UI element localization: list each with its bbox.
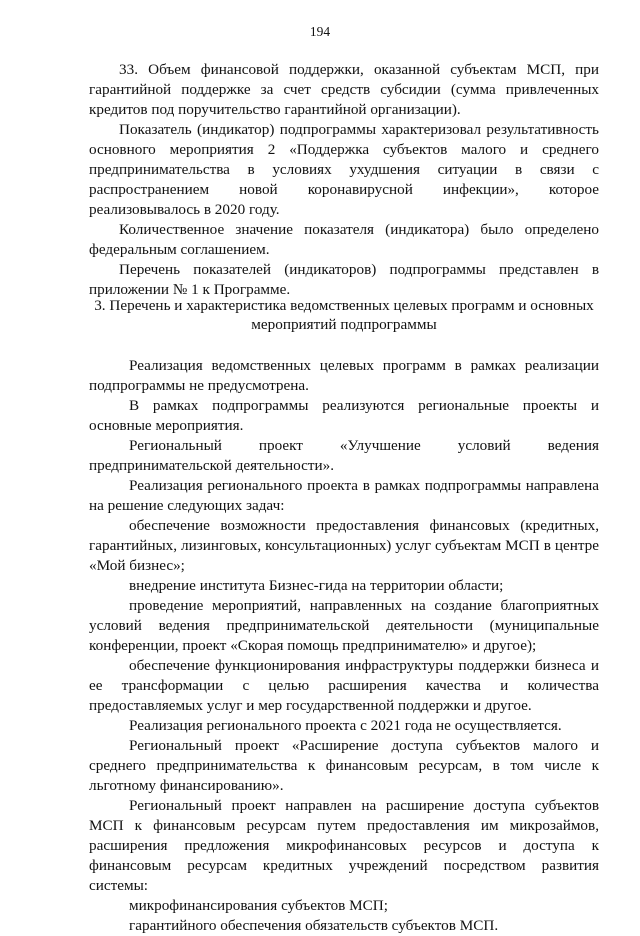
paragraph-target-programs: Реализация ведомственных целевых программ в рамках реализации подпрограммы не предусмотрена. bbox=[89, 357, 599, 394]
paragraph-indicator-list: Перечень показателей (индикаторов) подпрограммы представлен в приложении № 1 к Программе. bbox=[89, 261, 599, 298]
list-item-task-events: проведение мероприятий, направленных на создание благоприятных условий ведения предпринимательской деятельности (муниципальные конференции, проект «Скорая помощь предпринимателю» и другое); bbox=[89, 597, 599, 654]
paragraph-project-financial-access: Региональный проект «Расширение доступа субъектов малого и среднего предпринимательства к финансовым ресурсам, в том числе к льготному финансированию». bbox=[89, 737, 599, 794]
body-text-block bbox=[89, 356, 599, 936]
list-item-guarantee-support: гарантийного обеспечения обязательств субъектов МСП. bbox=[129, 917, 499, 934]
top-text-block bbox=[89, 60, 599, 300]
paragraph-project-tasks-intro: Реализация регионального проекта в рамках подпрограммы направлена на решение следующих задач: bbox=[89, 477, 599, 514]
paragraph-indicator-description: Показатель (индикатор) подпрограммы характеризовал результативность основного мероприятия 2 «Поддержка субъектов малого и среднего предпринимательства в условиях ухудшения ситуации в связи с распространением новой коронавирусной инфекции», которое реализовывалось в 2020 году. bbox=[89, 121, 599, 218]
page-number: 194 bbox=[309, 24, 331, 39]
paragraph-project-not-implemented: Реализация регионального проекта с 2021 года не осуществляется. bbox=[129, 717, 562, 734]
section-heading: 3. Перечень и характеристика ведомственных целевых программ и основных мероприятий подпрограммы bbox=[94, 297, 594, 333]
list-item-task-financial-services: обеспечение возможности предоставления финансовых (кредитных, гарантийных, лизинговых, консультационных) услуг субъектам МСП в центре «Мой бизнес»; bbox=[89, 517, 599, 574]
paragraph-project-direction: Региональный проект направлен на расширение доступа субъектов МСП к финансовым ресурсам путем предоставления им микрозаймов, расширения предложения микрофинансовых ресурсов и доступа к финансовым ресурсам кредитных учреждений посредством развития системы: bbox=[89, 797, 599, 894]
list-item-task-business-guide: внедрение института Бизнес-гида на территории области; bbox=[129, 577, 504, 594]
paragraph-indicator-33: 33. Объем финансовой поддержки, оказанной субъектам МСП, при гарантийной поддержке за счет средств субсидии (сумма привлеченных кредитов под поручительство гарантийной организации). bbox=[89, 61, 599, 118]
list-item-task-infrastructure: обеспечение функционирования инфраструктуры поддержки бизнеса и ее трансформации с целью расширения качества и количества предоставляемых услуг и мер государственной поддержки и другое. bbox=[89, 657, 599, 714]
paragraph-regional-projects: В рамках подпрограммы реализуются региональные проекты и основные мероприятия. bbox=[89, 397, 599, 434]
paragraph-indicator-value: Количественное значение показателя (индикатора) было определено федеральным соглашением. bbox=[89, 221, 599, 258]
paragraph-project-business-conditions: Региональный проект «Улучшение условий ведения предпринимательской деятельности». bbox=[89, 437, 599, 474]
list-item-microfinancing: микрофинансирования субъектов МСП; bbox=[129, 897, 388, 914]
